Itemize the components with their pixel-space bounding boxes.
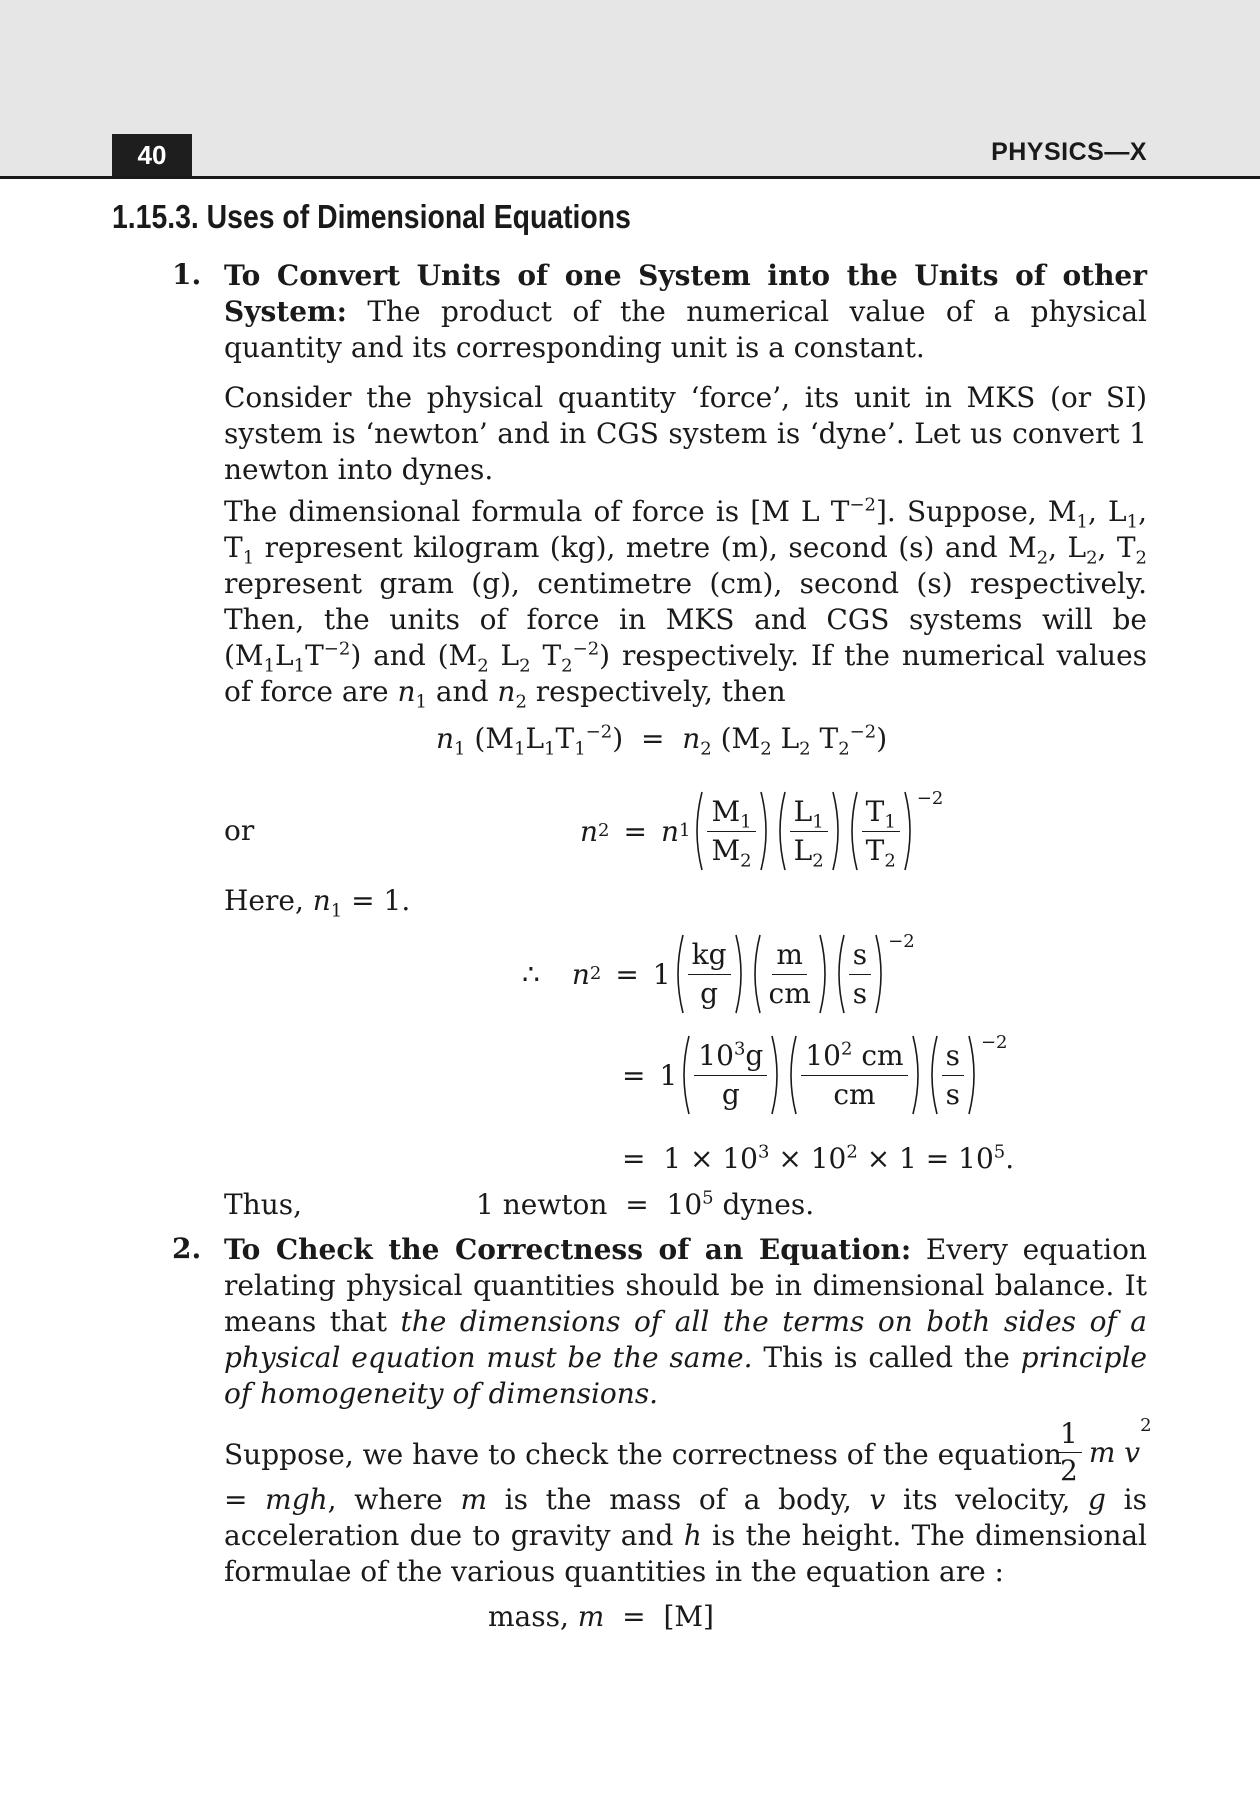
item1-para3: The dimensional formula of force is [M L $T^{-2}$]. Suppose, $M_1$, $L_1$, $T_1$ represent kilogram (kg), metre (m), second (s) and $M_2$, $L_2$, $T_2$ represent gram (g), centimetre (cm), second (s) respectively. Then, the units of force in MKS and CGS systems will be $(M_1L_1T^{-2})$ and ($M_2$ $L_2$ $T_2^{-2}$) respectively. If the numerical values of force are $n_1$ and $n_2$ respectively, then <box>224 494 1148 713</box>
item2-heading: To Check the Correctness of an Equation: <box>224 1233 912 1266</box>
equation-3: ∴ n 2 = 1 $\frac{kg}{g}$ $\frac{m}{cm}$ $\frac{s}{s}$ −2 <box>522 929 915 1019</box>
thus-equation: 1 newton = $10^5$ dynes. <box>476 1187 815 1221</box>
equation-5: = $1 \times 10^3 \times 10^2 \times 1 = 10^5$. <box>622 1141 1015 1175</box>
or-label: or <box>224 814 255 847</box>
item1-intro <box>224 258 1147 366</box>
equation-4: = 1 $\frac{10^3g}{g}$ $\frac{10^2 cm}{cm}$ $\frac{s}{s}$ −2 <box>622 1030 1007 1120</box>
header-rule <box>0 176 1260 179</box>
running-head: PHYSICS—X <box>991 138 1147 166</box>
half-mv2: $\frac{1}{2}$ m v 2 <box>1053 1420 1152 1485</box>
mass-equation: mass, m = [M] <box>488 1600 714 1633</box>
item1-heading: To Convert Units of one System into the Units of other System: <box>224 259 1147 328</box>
page-number: 40 <box>112 134 192 176</box>
equation-1: $n_1$ $(M_1L_1T_1^{-2}) = n_2$ ($M_2$ $L_2$ $T_2^{-2}$) <box>436 721 888 760</box>
item2-para2-line1: Suppose, we have to check the correctness of the equation <box>224 1438 1062 1471</box>
thus-label: Thus, <box>224 1188 303 1221</box>
item1-para2: Consider the physical quantity ‘force’, its unit in MKS (or SI) system is ‘newton’ and in CGS system is ‘dyne’. Let us convert 1 newton into dynes. <box>224 381 1147 486</box>
equation-2: n 2 = n 1 $\frac{M_1}{M_2}$ $\frac{L_1}{L_2}$ $\frac{T_1}{T_2}$ −2 <box>580 788 944 872</box>
item1-intro-text: The product of the numerical value of a physical quantity and its corresponding unit is a constant. <box>224 295 1147 364</box>
item1-number: 1. <box>172 258 202 291</box>
section-title: 1.15.3. Uses of Dimensional Equations <box>112 198 631 235</box>
item2-para1: To Check the Correctness of an Equation: Every equation relating physical quantities should be in dimensional balance. It means that the dimensions of all the terms on both sides of a physical equation must be the same. This is called the principle of homogeneity of dimensions. <box>224 1233 1147 1410</box>
item2-number: 2. <box>172 1232 202 1265</box>
item2-para2-rest: = mgh, where m is the mass of a body, v its velocity, g is acceleration due to gravity and h is the height. The dimensional formulae of the various quantities in the equation are : <box>224 1483 1148 1588</box>
here-line: Here, $n_1 = 1$. <box>224 884 411 922</box>
